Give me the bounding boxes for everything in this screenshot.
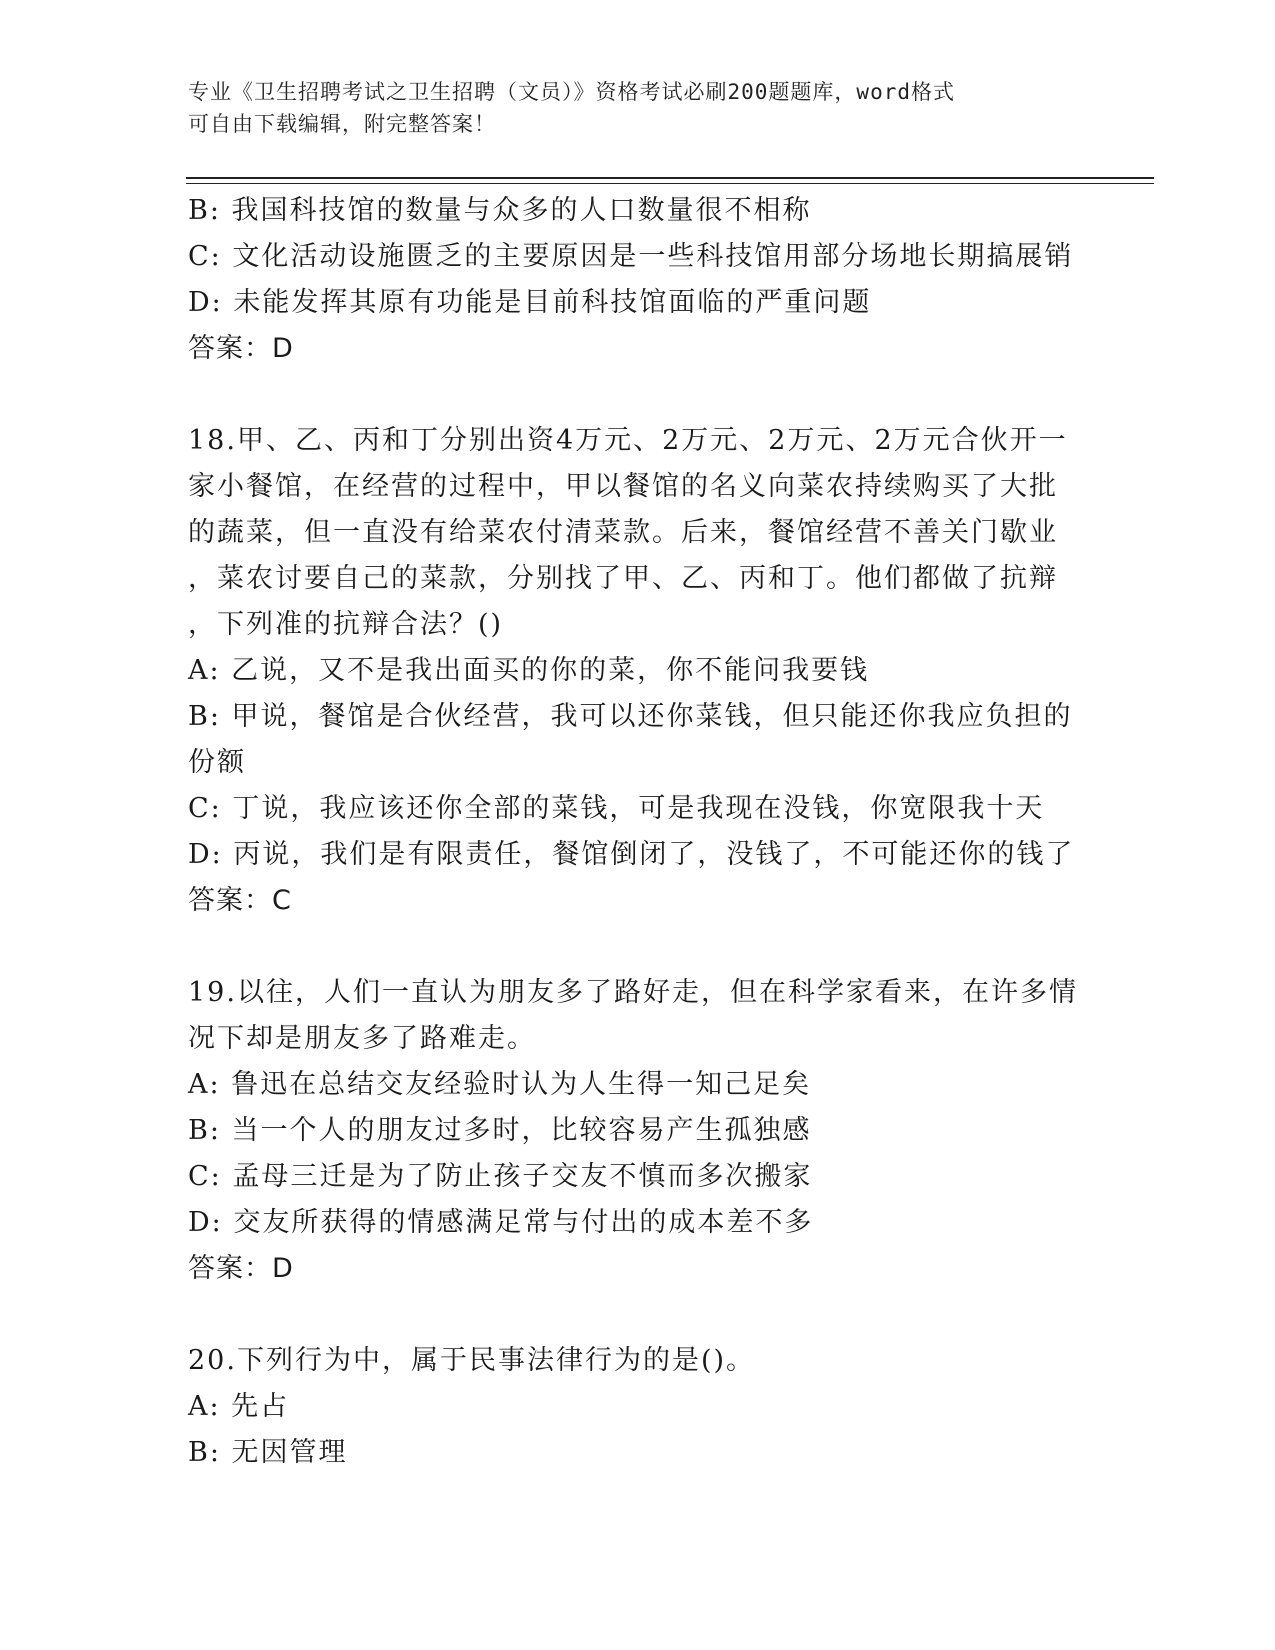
- spacer: [188, 924, 1088, 970]
- header-rule-thin: [186, 183, 1154, 184]
- question-stem-line: ，下列准的抗辩合法？(): [188, 609, 504, 640]
- spacer: [188, 372, 1088, 418]
- option-b: B: 无因管理: [188, 1437, 348, 1468]
- header-line-2: 可自由下载编辑，附完整答案！: [188, 112, 496, 136]
- option-b: B: 甲说，餐馆是合伙经营，我可以还你菜钱，但只能还你我应负担的: [188, 701, 1073, 732]
- option-d: D: 丙说，我们是有限责任，餐馆倒闭了，没钱了，不可能还你的钱了: [188, 839, 1075, 870]
- option-a: A: 乙说，又不是我出面买的你的菜，你不能问我要钱: [188, 655, 870, 686]
- question-content: [188, 188, 1088, 1476]
- header-line-1: 专业《卫生招聘考试之卫生招聘（文员）》资格考试必刷200题题库，word格式: [188, 80, 955, 104]
- option-b: B: 当一个人的朋友过多时，比较容易产生孤独感: [188, 1115, 812, 1146]
- question-18: [188, 418, 1088, 924]
- option-d: D: 未能发挥其原有功能是目前科技馆面临的严重问题: [188, 287, 872, 318]
- question-stem-line: 18.甲、乙、丙和丁分别出资4万元、2万元、2万元、2万元合伙开一: [188, 425, 1068, 456]
- option-b: B: 我国科技馆的数量与众多的人口数量很不相称: [188, 195, 812, 226]
- question-19: [188, 970, 1088, 1292]
- question-stem-line: 19.以往，人们一直认为朋友多了路好走，但在科学家看来，在许多情: [188, 977, 1078, 1008]
- answer: 答案：C: [188, 885, 292, 916]
- question-stem-line: 的蔬菜，但一直没有给菜农付清菜款。后来，餐馆经营不善关门歇业: [188, 517, 1058, 548]
- option-c: C: 孟母三迁是为了防止孩子交友不慎而多次搬家: [188, 1161, 813, 1192]
- option-c: C: 丁说，我应该还你全部的菜钱，可是我现在没钱，你宽限我十天: [188, 793, 1045, 824]
- question-stem-line: ，菜农讨要自己的菜款，分别找了甲、乙、丙和丁。他们都做了抗辩: [188, 563, 1058, 594]
- option-c: C: 文化活动设施匮乏的主要原因是一些科技馆用部分场地长期搞展销: [188, 241, 1074, 272]
- question-stem-line: 20.下列行为中，属于民事法律行为的是()。: [188, 1345, 756, 1376]
- page-header: [188, 76, 1088, 140]
- option-d: D: 交友所获得的情感满足常与付出的成本差不多: [188, 1207, 814, 1238]
- header-rule-thick: [186, 177, 1154, 179]
- question-stem-line: 况下却是朋友多了路难走。: [188, 1023, 536, 1054]
- option-a: A: 先占: [188, 1391, 290, 1422]
- question-17: [188, 188, 1088, 372]
- option-b-continued: 份额: [188, 747, 246, 778]
- question-20: [188, 1338, 1088, 1476]
- option-a: A: 鲁迅在总结交友经验时认为人生得一知己足矣: [188, 1069, 812, 1100]
- answer: 答案：D: [188, 333, 294, 364]
- answer: 答案：D: [188, 1253, 294, 1284]
- spacer: [188, 1292, 1088, 1338]
- question-stem-line: 家小餐馆，在经营的过程中，甲以餐馆的名义向菜农持续购买了大批: [188, 471, 1058, 502]
